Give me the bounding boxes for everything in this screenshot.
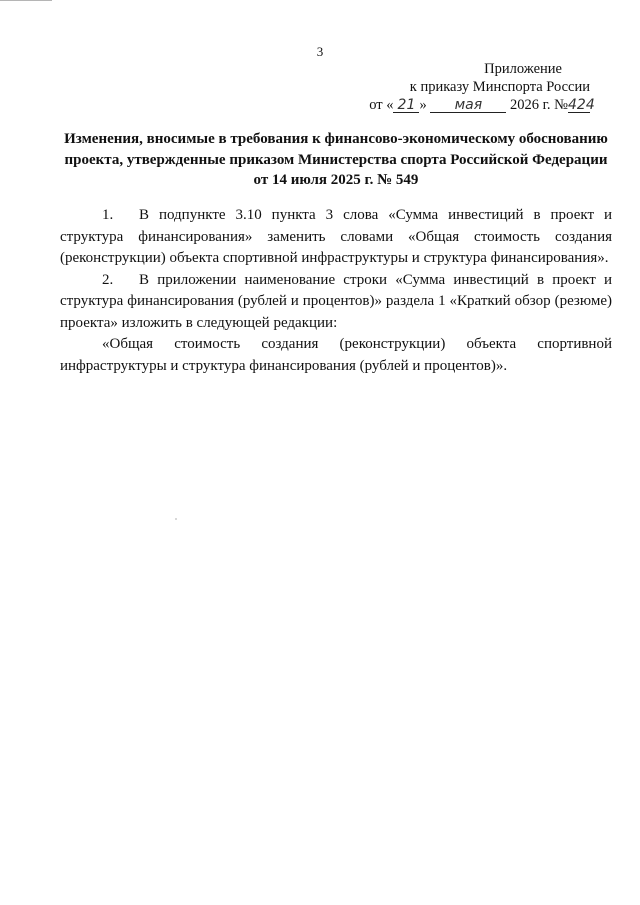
list-item (60, 270, 612, 335)
title-line-3: от 14 июля 2025 г. № 549 (253, 172, 419, 188)
title-line-2: проекта, утвержденные приказом Министерства спорта Российской Федерации (64, 151, 608, 168)
title-line-1: Изменения, вносимые в требования к финансово-экономическому обоснованию (64, 131, 608, 147)
date-quote-close: » (419, 97, 427, 113)
item-number: 1. (102, 207, 114, 223)
scan-edge-mark (0, 0, 52, 2)
document-title (60, 129, 612, 191)
handwritten-order-number: 424 (568, 97, 595, 113)
item-text: В приложении наименование строки «Сумма инвестиций в проект и структура финансирования (рублей и процентов)» раздела 1 «Краткий обзор (резюме) проекта» изложить в следующей редакции: (60, 271, 612, 331)
document-body (60, 205, 612, 377)
item-text: В подпункте 3.10 пункта 3 слова «Сумма инвестиций в проект и структура финансирования» заменить словами «Общая стоимость создания (реконструкции) объекта спортивной инфраструктуры и структура финансирования». (60, 207, 612, 266)
appendix-title: Приложение (484, 61, 562, 77)
list-item (60, 205, 612, 270)
item-number: 2. (102, 271, 114, 288)
date-year: 2026 г. № (509, 97, 568, 113)
handwritten-day: 21 (393, 98, 419, 113)
page-number: 3 (316, 44, 324, 59)
appendix-order-ref: к приказу Минспорта России (409, 79, 590, 95)
replacement-text: «Общая стоимость создания (реконструкции) объекта спортивной инфраструктуры и структура финансирования (рублей и процентов)». (60, 336, 612, 374)
appendix-date-line (369, 96, 595, 114)
handwritten-month: мая (430, 98, 506, 113)
date-prefix: от « (369, 97, 394, 113)
scan-speck (175, 518, 177, 520)
